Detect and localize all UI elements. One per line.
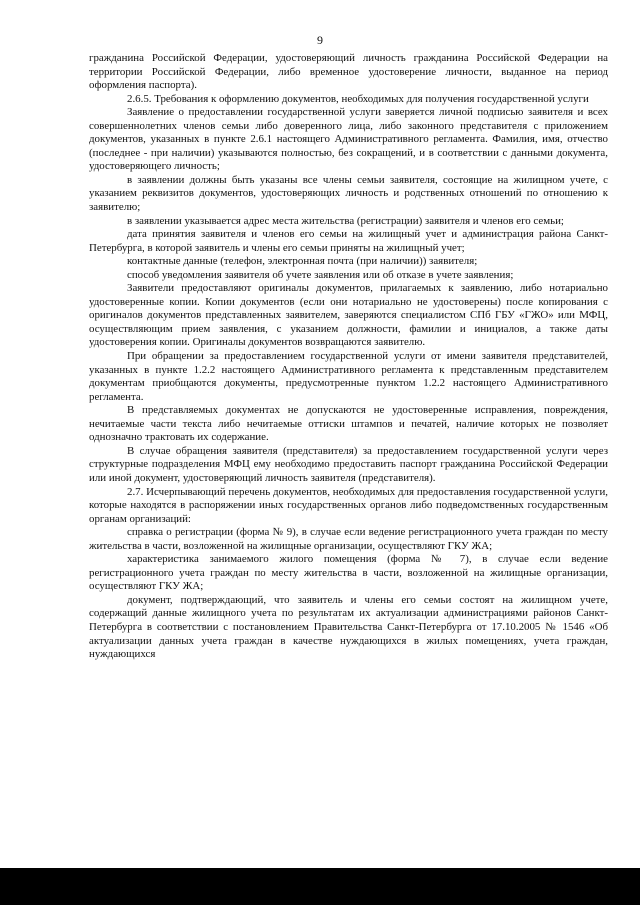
paragraph: в заявлении указывается адрес места жительства (регистрации) заявителя и членов его семьи; bbox=[127, 214, 564, 227]
scan-bottom-border bbox=[0, 868, 640, 905]
document-body bbox=[89, 52, 608, 662]
paragraph: Заявители предоставляют оригиналы документов, прилагаемых к заявлению, либо нотариально удостоверенные копии. Копии документов (если они нотариально не удостоверены) после копирования с оригиналов документов представленных заявителем, заверяются специалистом СПб ГБУ «ГЖО» или МФЦ, осуществляющим прием заявления, с указанием должности, фамилии и инициалов, а также даты удостоверения копии. Оригиналы документов возвращаются заявителю. bbox=[89, 282, 608, 349]
paragraph: характеристика занимаемого жилого помещения (форма № 7), в случае если ведение регистрационного учета граждан по месту жительства в части, возложенной на жилищные организации, осуществляют ГКУ ЖА; bbox=[89, 553, 608, 593]
paragraph-continuation: гражданина Российской Федерации, удостоверяющий личность гражданина Российской Федерации на территории Российской Федерации, либо временное удостоверение личности, выданное на период оформления паспорта). bbox=[89, 52, 608, 92]
paragraph: контактные данные (телефон, электронная почта (при наличии)) заявителя; bbox=[127, 255, 478, 268]
section-heading-2-6-5: 2.6.5. Требования к оформлению документов, необходимых для получения государственной услуги bbox=[127, 92, 589, 105]
section-heading-2-7: 2.7. Исчерпывающий перечень документов, необходимых для предоставления государственной услуги, которые находятся в распоряжении иных государственных органов либо подведомственных государственным органам организаций: bbox=[89, 485, 608, 525]
paragraph: В случае обращения заявителя (представителя) за предоставлением государственной услуги через структурные подразделения МФЦ ему необходимо предоставить паспорт гражданина Российской Федерации или иной документ, удостоверяющий личность заявителя (представителя). bbox=[89, 444, 608, 484]
paragraph: в заявлении должны быть указаны все члены семьи заявителя, состоящие на жилищном учете, с указанием реквизитов документов, удостоверяющих личность и родственных отношений по отношению к заявителю; bbox=[89, 173, 608, 214]
paragraph: Заявление о предоставлении государственной услуги заверяется личной подписью заявителя и всех совершеннолетних членов семьи либо доверенного лица, либо законного представителя с приложением документов, указанных в пункте 2.6.1 настоящего Административного регламента. Фамилия, имя, отчество (последнее - при наличии) указываются полностью, без сокращений, и в соответствии с данными документа, удостоверяющего личность; bbox=[89, 106, 608, 173]
paragraph: документ, подтверждающий, что заявитель и члены его семьи состоят на жилищном учете, содержащий данные жилищного учета по результатам их актуализации администрациями районов Санкт-Петербурга в соответствии с постановлением Правительства Санкт-Петербурга от 17.10.2005 № 1546 «Об актуализации данных учета граждан в качестве нуждающихся в жилых помещениях, учета граждан, нуждающихся bbox=[89, 593, 608, 661]
page-number: 9 bbox=[317, 33, 323, 47]
paragraph: дата принятия заявителя и членов его семьи на жилищный учет и администрация района Санкт-Петербурга, в которой заявитель и члены его семьи приняты на жилищный учет; bbox=[89, 228, 608, 254]
paragraph: В представляемых документах не допускаются не удостоверенные исправления, повреждения, нечитаемые части текста либо нечитаемые оттиски штампов и печатей, наличие которых не позволяет однозначно трактовать их содержание. bbox=[89, 404, 608, 444]
paragraph: справка о регистрации (форма № 9), в случае если ведение регистрационного учета граждан по месту жительства в части, возложенной на жилищные организации, осуществляют ГКУ ЖА; bbox=[89, 526, 608, 552]
paragraph: способ уведомления заявителя об учете заявления или об отказе в учете заявления; bbox=[127, 268, 514, 281]
paragraph: При обращении за предоставлением государственной услуги от имени заявителя представителей, указанных в пункте 1.2.2 настоящего Административного регламента к представленным представителем документам приобщаются документы, предусмотренные пунктом 1.2.2 настоящего Административного регламента. bbox=[89, 350, 608, 403]
